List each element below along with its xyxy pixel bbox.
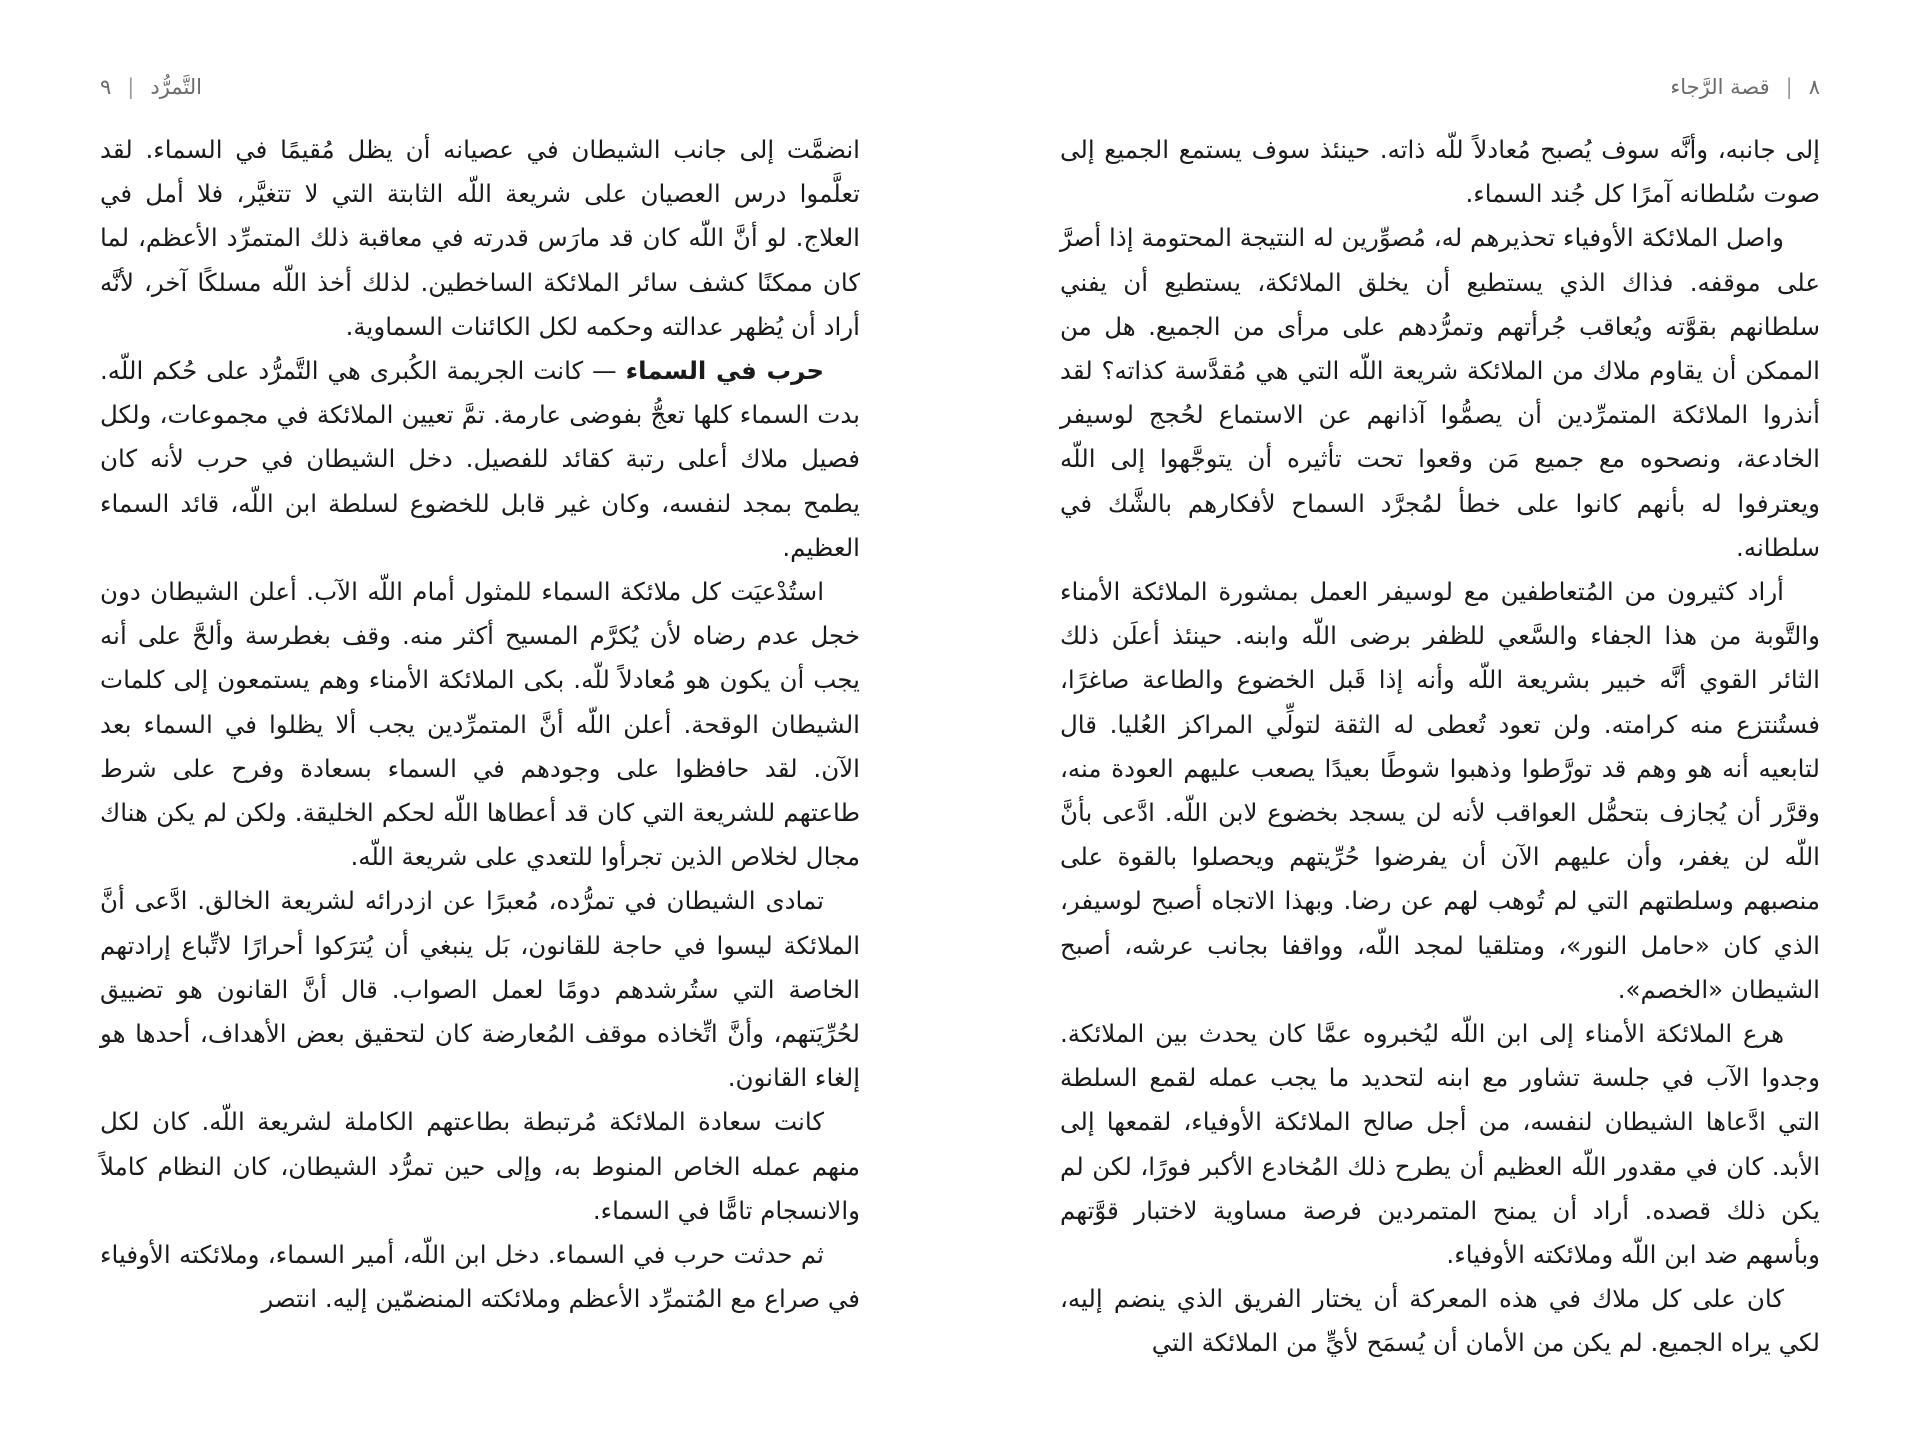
paragraph: كان على كل ملاك في هذه المعركة أن يختار الفريق الذي ينضم إليه، لكي يراه الجميع. لم يكن من الأمان أن يُسمَح لأيٍّ من الملائكة التي [1060,1284,1820,1358]
paragraph [100,349,860,570]
paragraph: أراد كثيرون من المُتعاطفين مع لوسيفر العمل بمشورة الملائكة الأمناء والتَّوبة من هذا الجفاء والسَّعي للظفر برضى اللّه وابنه. حينئذ أعلَن ذلك الثائر القوي أنَّه خبير بشريعة اللّه وأنه إذا قَبل الخضوع والطاعة صاغرًا، فستُنتزع منه كرامته. ولن تعود تُعطى له الثقة لتولِّي المراكز العُليا. قال لتابعيه أنه هو وهم قد تورَّطوا وذهبوا شوطًا بعيدًا يصعب عليهم العودة منه، وقرَّر أن يُجازف بتحمُّل العواقب لأنه لن يسجد بخضوع لابن اللّه. ادَّعى بأنَّ اللّه لن يغفر، وأن عليهم الآن أن يفرضوا حُرِّيتهم ويحصلوا بالقوة على منصبهم وسلطتهم التي لم تُوهب لهم عن رضا. وبهذا الاتجاه أصبح لوسيفر، الذي كان «حامل النور»، ومتلقيا لمجد اللّه، وواقفا بجانب عرشه، أصبح الشيطان «الخصم». [1060,577,1820,1004]
header-separator: | [1785,75,1793,99]
page-number: ٩ [100,75,112,99]
page-number: ٨ [1808,75,1820,99]
paragraph-text: — كانت الجريمة الكُبرى هي التَّمرُّد على حُكم اللّه. بدت السماء كلها تعجُّ بفوضى عارمة. تمَّ تعيين الملائكة في مجموعات، ولكل فصيل ملاك أعلى رتبة كقائد للفصيل. دخل الشيطان في حرب لأنه كان يطمح بمجد لنفسه، وكان غير قابل للخضوع لسلطة ابن اللّه، قائد السماء العظيم. [100,356,860,562]
paragraph: تمادى الشيطان في تمرُّده، مُعبرًا عن ازدرائه لشريعة الخالق. ادَّعى أنَّ الملائكة ليسوا في حاجة للقانون، بَل ينبغي أن يُترَكوا أحرارًا لاتِّباع إرادتهم الخاصة التي ستُرشدهم دومًا لعمل الصواب. قال أنَّ القانون هو تضييق لحُرِّيَتهم، وأنَّ اتِّخاذه موقف المُعارضة كان لتحقيق بعض الأهداف، أحدها هو إلغاء القانون. [100,886,860,1093]
paragraph: استُدْعيَت كل ملائكة السماء للمثول أمام اللّه الآب. أعلن الشيطان دون خجل عدم رضاه لأن يُكرَّم المسيح أكثر منه. وقف بغطرسة وألحَّ على أنه يجب أن يكون هو مُعادلاً للّه. بكى الملائكة الأمناء وهم يستمعون إلى كلمات الشيطان الوقحة. أعلن اللّه أنَّ المتمرِّدين يجب ألا يظلوا في السماء بعد الآن. لقد حافظوا على وجودهم في السماء بسعادة وفرح على شرط طاعتهم للشريعة التي كان قد أعطاها اللّه لحكم الخليقة. ولكن لم يكن هناك مجال لخلاص الذين تجرأوا للتعدي على شريعة اللّه. [100,577,860,872]
right-page-header [1670,70,1820,104]
left-page-body [100,128,860,1321]
paragraph: ثم حدثت حرب في السماء. دخل ابن اللّه، أمير السماء، وملائكته الأوفياء في صراع مع المُتمرِّد الأعظم وملائكته المنضمّين إليه. انتصر [100,1240,860,1314]
paragraph: إلى جانبه، وأنَّه سوف يُصبح مُعادلاً للّه ذاته. حينئذ سوف يستمع الجميع إلى صوت سُلطانه آمرًا كل جُند السماء. [1060,135,1820,209]
paragraph: واصل الملائكة الأوفياء تحذيرهم له، مُصوِّرين له النتيجة المحتومة إذا أصرَّ على موقفه. فذاك الذي يستطيع أن يخلق الملائكة، يستطيع أن يفني سلطانهم بقوَّته ويُعاقب جُرأتهم وتمرُّدهم على مرأى من الجميع. هل من الممكن أن يقاوم ملاك من الملائكة شريعة اللّه التي هي مُقدَّسة كذاته؟ لقد أنذروا الملائكة المتمرِّدين أن يصمُّوا آذانهم عن الاستماع لحُجج لوسيفر الخادعة، ونصحوه مع جميع مَن وقعوا تحت تأثيره أن يتوجَّهوا إلى اللّه ويعترفوا له بأنهم كانوا على خطأ لمُجرَّد السماح لأفكارهم بالشَّك في سلطانه. [1060,223,1820,562]
paragraph: انضمَّت إلى جانب الشيطان في عصيانه أن يظل مُقيمًا في السماء. لقد تعلَّموا درس العصيان على شريعة اللّه الثابتة التي لا تتغيَّر، فلا أمل في العلاج. لو أنَّ اللّه كان قد مارَس قدرته في معاقبة ذلك المتمرِّد الأعظم، لما كان ممكنًا كشف سائر الملائكة الساخطين. لذلك أخذ اللّه مسلكًا آخر، لأنَّه أراد أن يُظهر عدالته وحكمه لكل الكائنات السماوية. [100,135,860,341]
paragraph: كانت سعادة الملائكة مُرتبطة بطاعتهم الكاملة لشريعة اللّه. كان لكل منهم عمله الخاص المنوط به، وإلى حين تمرُّد الشيطان، كان النظام كاملاً والانسجام تامًّا في السماء. [100,1107,860,1225]
header-separator: | [127,75,135,99]
right-page-body [1060,128,1820,1366]
running-title: التَّمرُّد [150,75,203,99]
left-page-header [100,70,202,104]
running-title: قصة الرَّجاء [1670,75,1770,99]
right-page [960,0,1920,1440]
paragraph: هرع الملائكة الأمناء إلى ابن اللّه ليُخبروه عمَّا كان يحدث بين الملائكة. وجدوا الآب في جلسة تشاور مع ابنه لتحديد ما يجب عمله لقمع السلطة التي ادَّعاها الشيطان لنفسه، من أجل صالح الملائكة الأوفياء، لقمعها إلى الأبد. كان في مقدور اللّه العظيم أن يطرح ذلك المُخادع الأكبر فورًا، لكن لم يكن ذلك قصده. أراد أن يمنح المتمردين فرصة مساوية لاختبار قوَّتهم وبأسهم ضد ابن اللّه وملائكته الأوفياء. [1060,1019,1820,1270]
section-heading: حرب في السماء [625,356,824,386]
